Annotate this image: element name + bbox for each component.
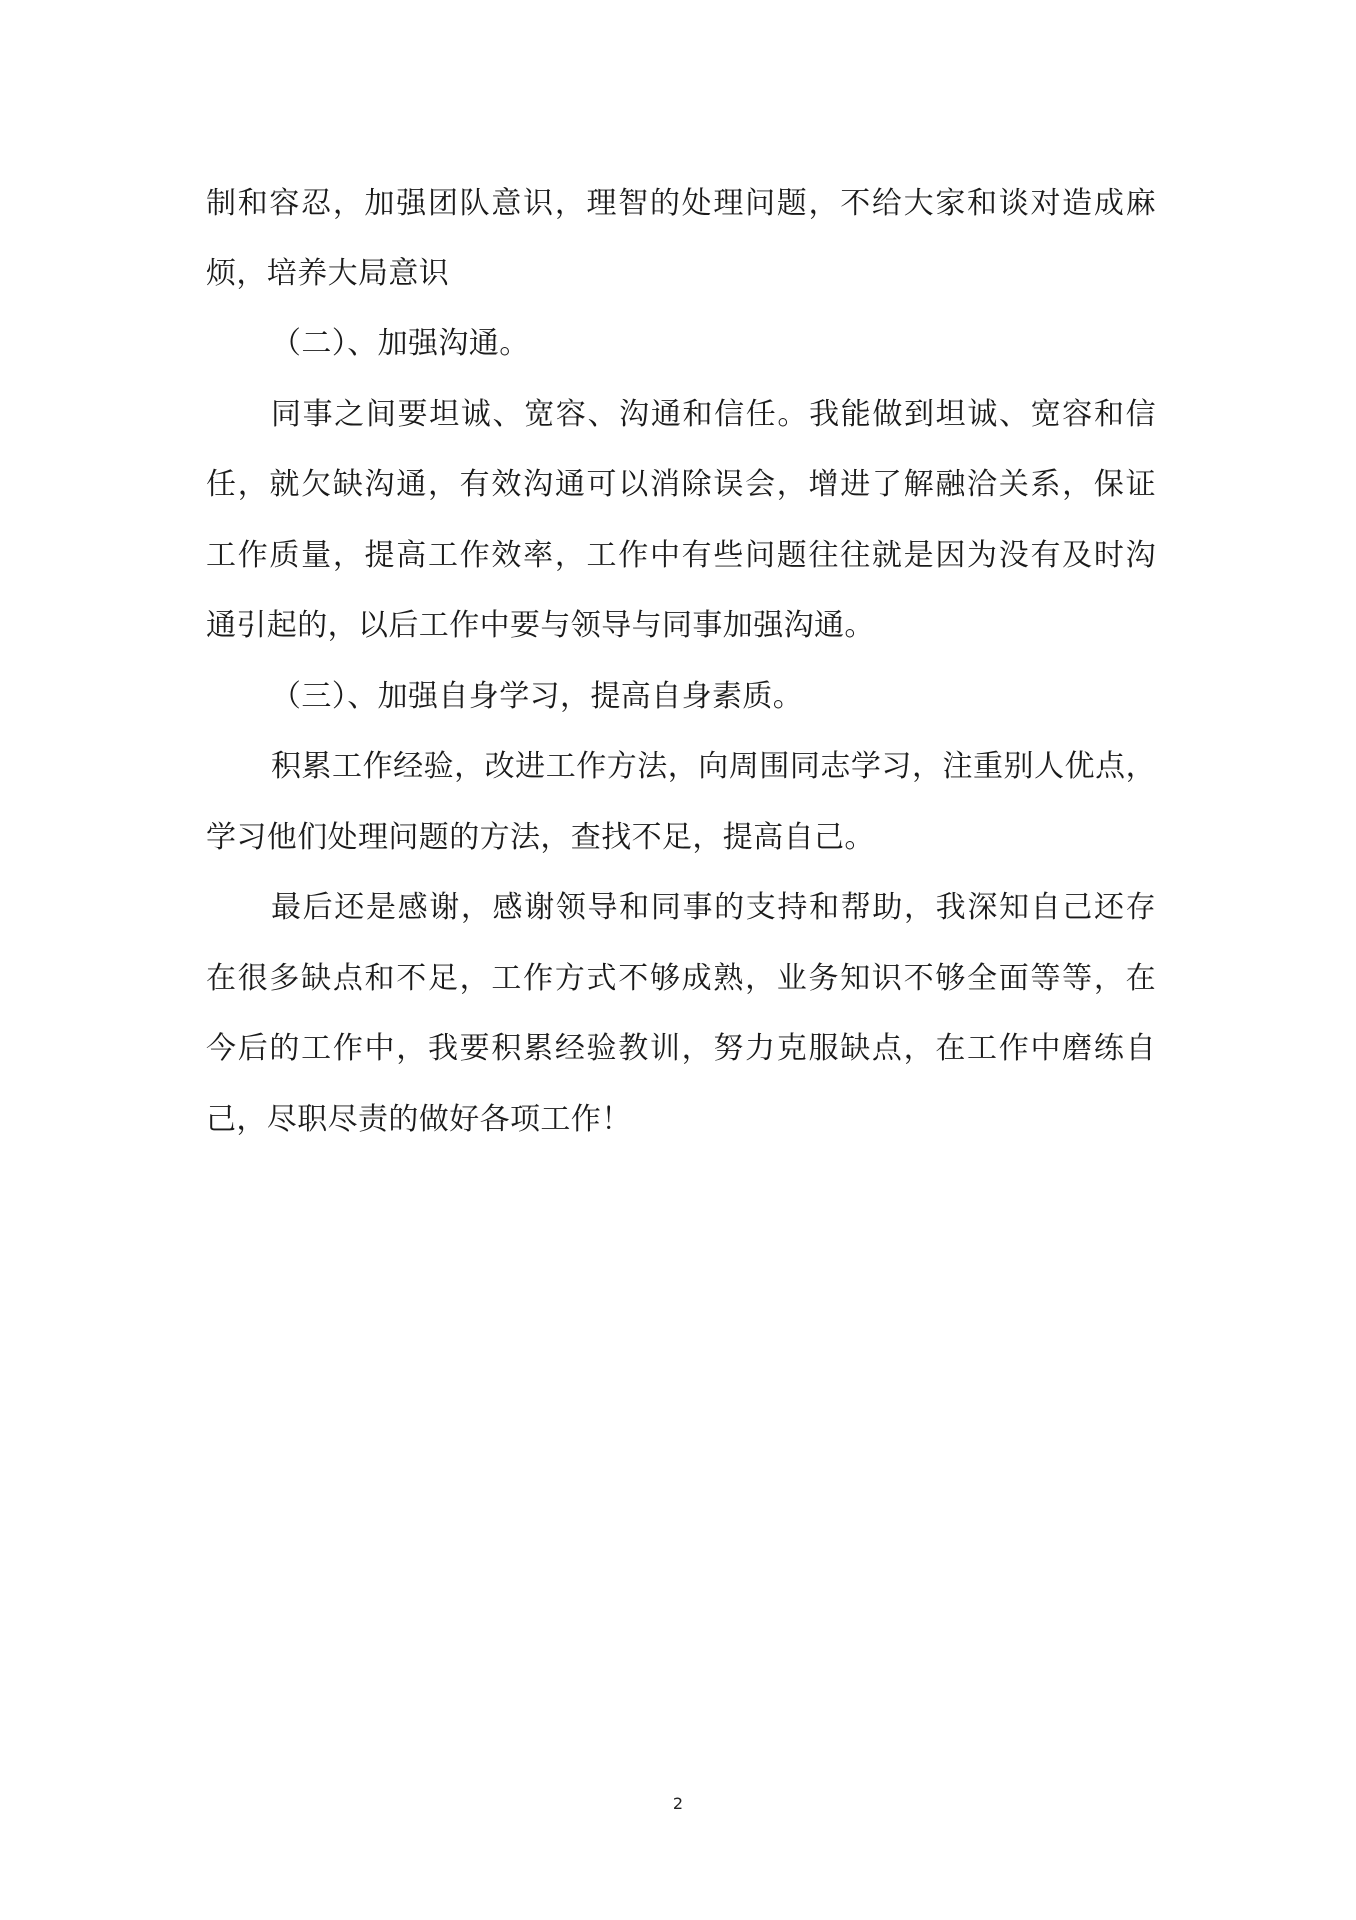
- body-line-6: 工作质量，提高工作效率，工作中有些问题往往就是因为没有及时沟: [206, 538, 1156, 573]
- body-line-11: 最后还是感谢，感谢领导和同事的支持和帮助，我深知自己还存: [271, 890, 1156, 925]
- body-line-5: 任，就欠缺沟通，有效沟通可以消除误会，增进了解融洽关系，保证: [206, 467, 1156, 502]
- section-heading-communication: （二）、加强沟通。: [271, 326, 530, 361]
- body-line-9: 积累工作经验，改进工作方法，向周围同志学习，注重别人优点，: [271, 749, 1156, 784]
- body-line-4: 同事之间要坦诚、宽容、沟通和信任。我能做到坦诚、宽容和信: [271, 397, 1156, 432]
- body-line-1: 制和容忍，加强团队意识，理智的处理问题，不给大家和谈对造成麻: [206, 186, 1156, 221]
- body-line-2: 烦，培养大局意识: [206, 256, 450, 291]
- body-line-13: 今后的工作中，我要积累经验教训，努力克服缺点，在工作中磨练自: [206, 1031, 1156, 1066]
- section-heading-self-study: （三）、加强自身学习，提高自身素质。: [271, 679, 804, 714]
- body-line-12: 在很多缺点和不足，工作方式不够成熟，业务知识不够全面等等，在: [206, 961, 1156, 996]
- body-line-14: 己，尽职尽责的做好各项工作！: [206, 1102, 632, 1137]
- page-number: 2: [672, 1794, 684, 1813]
- body-line-10: 学习他们处理问题的方法，查找不足，提高自己。: [206, 820, 875, 855]
- body-line-7: 通引起的，以后工作中要与领导与同事加强沟通。: [206, 608, 875, 643]
